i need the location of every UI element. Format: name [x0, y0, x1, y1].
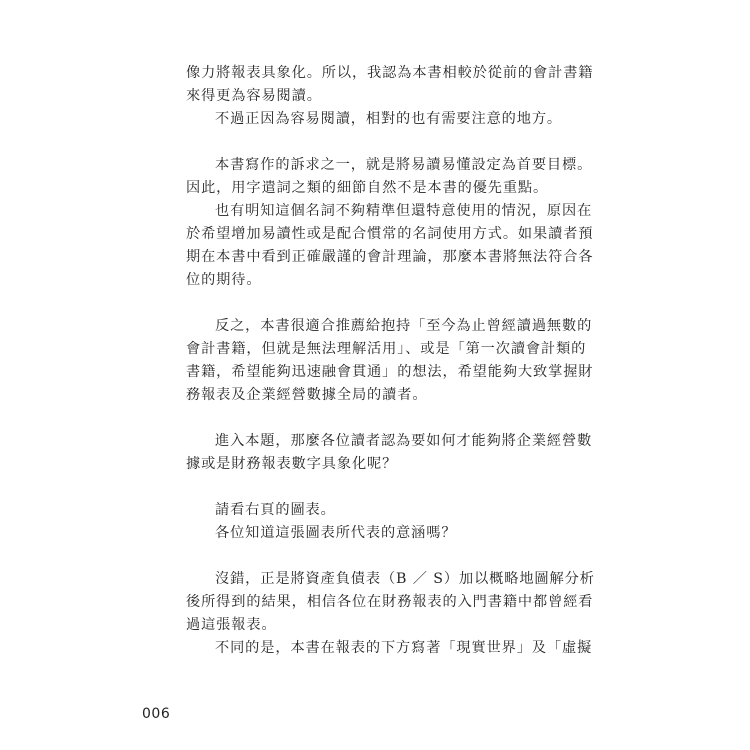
text-line: 也有明知這個名詞不夠精準但還特意使用的情況，原因在 [215, 203, 593, 219]
text-line: 進入本題，那麼各位讀者認為要如何才能夠將企業經營數 [215, 433, 593, 449]
text-line: 本書寫作的訴求之一，就是將易讀易懂設定為首要目標。 [215, 157, 593, 173]
paragraph-gap [186, 545, 576, 568]
paragraph [186, 108, 576, 131]
text-line: 期在本書中看到正確嚴謹的會計理論，那麼本書將無法符合各 [186, 249, 594, 265]
text-line: 來得更為容易閱讀。 [186, 88, 322, 104]
text-line: 像力將報表具象化。所以，我認為本書相較於從前的會計書籍 [186, 65, 594, 81]
text-line: 會計書籍，但就是無法理解活用」、或是「第一次讀會計類的 [186, 341, 587, 357]
paragraph [186, 637, 593, 660]
text-line: 反之，本書很適合推薦給抱持「至今為止曾經讀過無數的 [215, 318, 593, 334]
body-text [186, 62, 595, 660]
text-line: 請看右頁的圖表。 [215, 502, 336, 518]
text-line: 不同的是，本書在報表的下方寫著「現實世界」及「虛擬 [215, 640, 593, 656]
text-line: 過這張報表。 [186, 617, 277, 633]
text-line: 據或是財務報表數字具象化呢？ [186, 456, 398, 472]
paragraph-gap [186, 292, 576, 315]
text-line: 書籍，希望能夠迅速融會貫通」的想法，希望能夠大致掌握財 [186, 364, 594, 380]
text-line: 位的期待。 [186, 272, 262, 288]
paragraph [186, 315, 594, 407]
text-line: 不過正因為容易閱讀，相對的也有需要注意的地方。 [215, 111, 563, 127]
text-line: 沒錯，正是將資產負債表（B ／ S）加以概略地圖解分析 [215, 571, 595, 587]
paragraph [186, 430, 593, 476]
text-line: 後所得到的結果，相信各位在財務報表的入門書籍中都曾經看 [186, 594, 594, 610]
text-line: 於希望增加易讀性或是配合慣常的名詞使用方式。如果讀者預 [186, 226, 594, 242]
text-line: 務報表及企業經營數據全局的讀者。 [186, 387, 428, 403]
page-number: 006 [142, 706, 171, 722]
paragraph [186, 62, 594, 108]
paragraph-gap [186, 131, 576, 154]
paragraph [186, 499, 576, 545]
paragraph [186, 200, 594, 292]
paragraph-gap [186, 407, 576, 430]
text-line: 因此，用字遣詞之類的細節自然不是本書的優先重點。 [186, 180, 549, 196]
paragraph [186, 568, 595, 637]
paragraph-gap [186, 476, 576, 499]
paragraph [186, 154, 593, 200]
text-line: 各位知道這張圖表所代表的意涵嗎？ [215, 525, 457, 541]
